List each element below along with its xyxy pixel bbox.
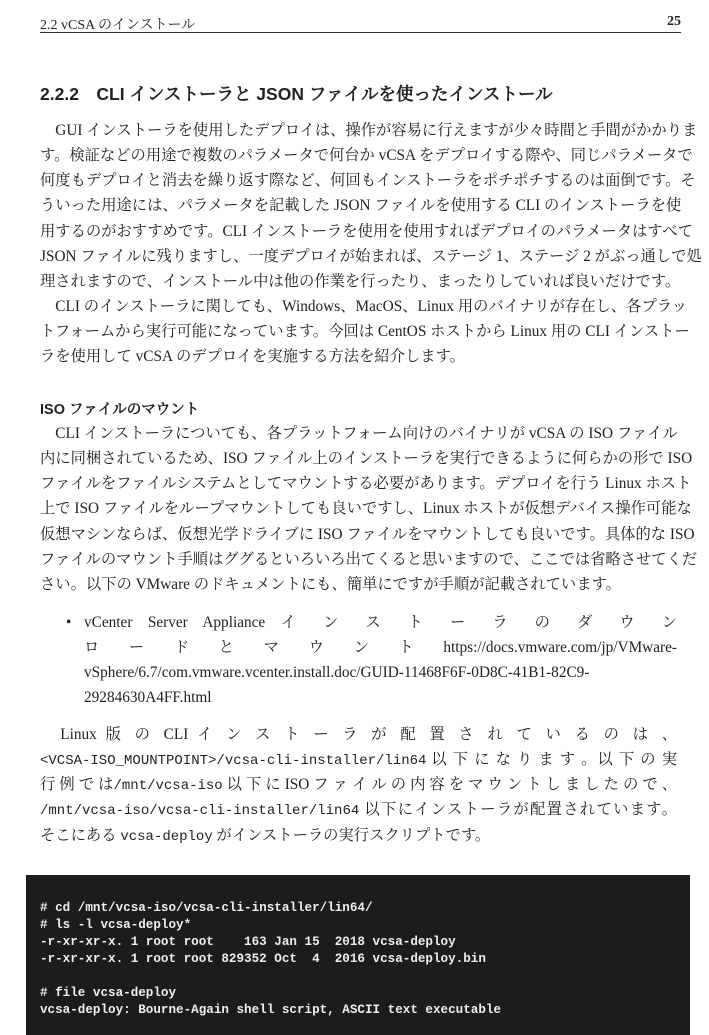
text-segment: JSON ファイルに残りますし、一度デプロイが始まれば、ステージ 1、ステージ 2 がぶっ通しで処 (40, 247, 702, 265)
text-line (40, 547, 698, 572)
code-text: # cd /mnt/vcsa-iso/vcsa-cli-installer/lin64/ # ls -l vcsa-deploy* -r-xr-xr-x. 1 root root 163 Jan 15 2018 vcsa-deploy -r-xr-xr-x. 1 root root 829352 Oct 4 2016 vcsa-deploy.bin # file vcsa-deploy vcsa-deploy: Bourne-Again shell script, ASCII text executable (40, 901, 502, 1017)
inline-code: vcsa-deploy (120, 828, 213, 845)
section-heading: 2.2.2 CLI インストーラと JSON ファイルを使ったインストール (40, 84, 553, 104)
text-segment: 理されますので、インストール中は他の作業を行ったり、まったりしていれば良いだけです。 (40, 272, 681, 290)
text-line (84, 610, 677, 635)
text-line (40, 446, 693, 471)
text-line (40, 143, 693, 168)
text-segment: Linux 版 の CLI イ ン ス ト ー ラ が 配 置 さ れ て い る の は 、 (40, 726, 677, 743)
text-segment: CLI インストーラについても、各プラットフォーム向けのバイナリが vCSA の ISO ファイル (40, 425, 678, 442)
text-line (40, 421, 677, 446)
paragraph-2 (40, 294, 690, 369)
text-segment: GUI インストーラを使用したデプロイは、操作が容易に行えますが少々時間と手間がかかりま (40, 122, 698, 139)
subsection-heading: ISO ファイルのマウント (40, 402, 200, 418)
text-line (40, 319, 690, 344)
text-segment: 用するのがおすすめです。CLI インストーラを使用を使用すればデプロイのパラメータはすべて (40, 222, 693, 240)
text-segment: 上で ISO ファイルをループマウントしても良いですし、Linux ホストが仮想デバイス操作可能な (40, 500, 692, 518)
text-segment: 29284630A4FF.html (84, 689, 212, 707)
inline-code: /mnt/vcsa-iso/vcsa-cli-installer/lin64 (40, 803, 360, 820)
text-segment: 以 下 に な り ま す 。以 下 の 実 (426, 751, 677, 769)
text-segment: CLI のインストーラに関しても、Windows、MacOS、Linux 用のバイナリが存在し、各プラッ (40, 298, 688, 315)
text-line (40, 722, 677, 747)
bullet-list-item (66, 610, 677, 711)
code-block (26, 875, 690, 1035)
text-line (84, 685, 677, 710)
text-line (40, 471, 692, 496)
text-segment: ファイルをファイルシステムとしてマウントする必要があります。デプロイを行う Linux ホスト (40, 475, 692, 493)
page-number: 25 (667, 14, 681, 29)
inline-code: <VCSA-ISO_MOUNTPOINT>/vcsa-cli-installer/lin64 (40, 753, 427, 770)
text-segment: 何度もデプロイと消去を繰り返す際など、何回もインストーラをポチポチするのは面倒です。そ (40, 172, 696, 190)
paragraph-4 (40, 722, 677, 848)
text-line (84, 660, 677, 685)
text-segment: 行 例 で は (40, 776, 114, 794)
text-segment: さい。以下の VMware のドキュメントにも、簡単にですが手順が記載されています。 (40, 575, 621, 593)
text-segment: ラを使用して vCSA のデプロイを実施する方法を紹介します。 (40, 348, 465, 366)
text-line (40, 823, 677, 848)
text-segment: 以下にインストーラが配置されています。 (359, 801, 677, 819)
text-segment: 内に同梱されているため、ISO ファイル上のインストーラを実行できるように何らかの形で ISO (40, 450, 693, 468)
text-segment: ロ ー ド と マ ウ ン ト https://docs.vmware.com/jp/VMware- (84, 639, 677, 657)
text-segment: vSphere/6.7/com.vmware.vcenter.install.doc/GUID-11468F6F-0D8C-41B1-82C9- (84, 664, 590, 682)
text-line (40, 496, 692, 521)
paragraph-3 (40, 421, 698, 597)
text-line (40, 193, 682, 218)
text-segment: ういった用途には、パラメータを記載した JSON ファイルを使用する CLI のインストーラを使 (40, 197, 682, 215)
text-line (40, 118, 698, 143)
bullet-text[interactable] (84, 610, 677, 711)
text-line (40, 219, 693, 244)
text-line (40, 772, 677, 797)
text-line (40, 797, 677, 822)
text-segment: トフォームから実行可能になっています。今回は CentOS ホストから Linux 用の CLI インストー (40, 323, 690, 341)
inline-code: /mnt/vcsa-iso (113, 778, 223, 795)
text-segment: がインストーラの実行スクリプトです。 (212, 826, 491, 844)
text-line (40, 244, 702, 269)
bullet-marker: • (66, 614, 72, 631)
text-line (40, 747, 677, 772)
text-line (40, 168, 696, 193)
text-line (40, 344, 677, 369)
header-section-title: 2.2 vCSA のインストール (40, 18, 196, 33)
text-segment: す。検証などの用途で複数のパラメータで何台か vCSA をデプロイする際や、同じパラメータで (40, 147, 693, 165)
text-line (40, 522, 695, 547)
text-line (40, 294, 688, 319)
running-header (40, 12, 681, 33)
paragraph-1 (40, 118, 702, 294)
text-segment: 仮想マシンならば、仮想光学ドライブに ISO ファイルをマウントしても良いです。具体的な ISO (40, 525, 695, 543)
text-segment: ファイルのマウント手順はググるといろいろ出てくると思いますので、ここでは省略させてくだ (40, 550, 698, 568)
text-line (40, 572, 677, 597)
text-segment: そこにある (40, 826, 121, 844)
text-segment: vCenter Server Appliance イ ン ス ト ー ラ の ダ ウ ン (84, 614, 677, 631)
text-line (40, 269, 681, 294)
text-line (84, 635, 677, 660)
text-segment: 以 下 に ISO フ ァ イ ル の 内 容 を マ ウ ン ト し ま し た の で 、 (222, 776, 677, 794)
